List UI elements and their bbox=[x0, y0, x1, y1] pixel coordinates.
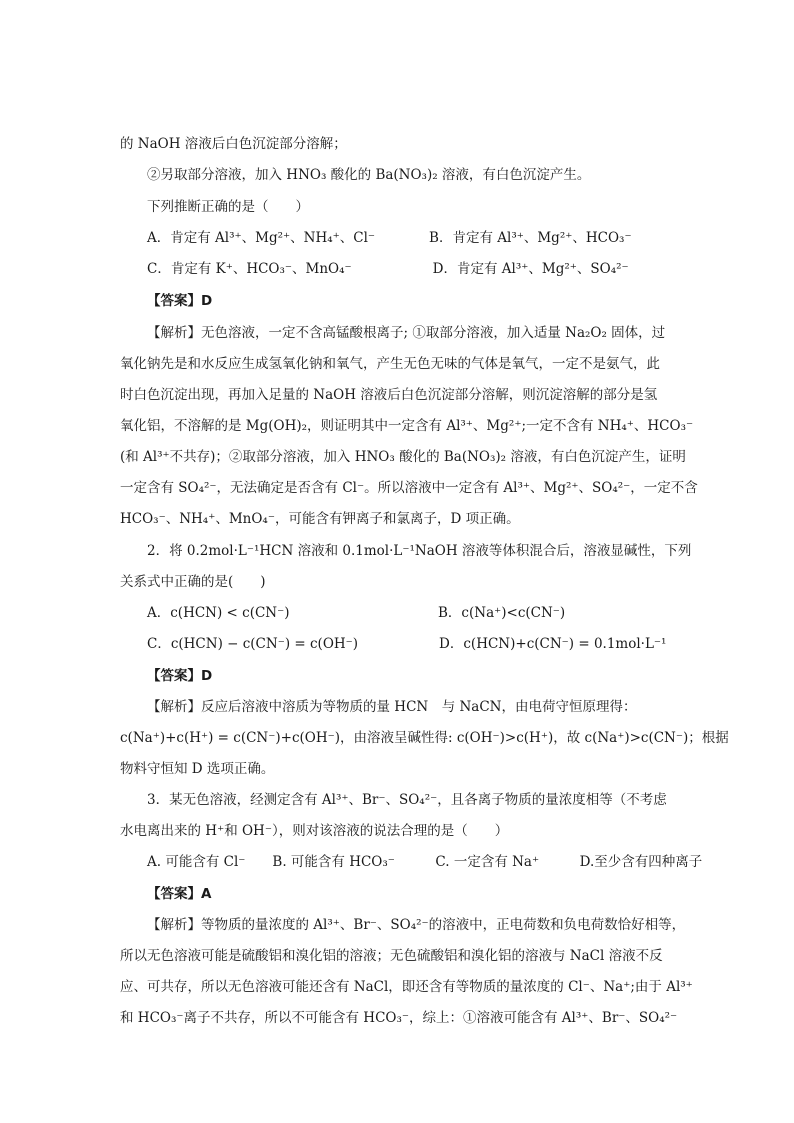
option-line: A. 可能含有 Cl⁻ B. 可能含有 HCO₃⁻ C. 一定含有 Na⁺ D.至少含有四种离子 bbox=[147, 854, 703, 870]
answer-label: 【答案】A bbox=[147, 886, 212, 902]
analysis-line: 【解析】等物质的量浓度的 Al³⁺、Br⁻、SO₄²⁻的溶液中，正电荷数和负电荷数恰好相等， bbox=[147, 917, 686, 933]
analysis-line: 【解析】反应后溶液中溶质为等物质的量 HCN 与 NaCN，由电荷守恒原理得： bbox=[147, 699, 637, 715]
text-line: ②另取部分溶液，加入 HNO₃ 酸化的 Ba(NO₃)₂ 溶液，有白色沉淀产生。 bbox=[147, 167, 591, 183]
analysis-line: 氧化铝，不溶解的是 Mg(OH)₂，则证明其中一定含有 Al³⁺、Mg²⁺;一定不含有 NH₄⁺、HCO₃⁻ bbox=[120, 418, 694, 434]
option-line: C．c(HCN) − c(CN⁻) = c(OH⁻) D．c(HCN)+c(CN⁻) = 0.1mol·L⁻¹ bbox=[147, 636, 667, 652]
text-line: 下列推断正确的是（ ） bbox=[147, 199, 309, 215]
analysis-line: 和 HCO₃⁻离子不共存，所以不可能含有 HCO₃⁻，综上：①溶液可能含有 Al³⁺、Br⁻、SO₄²⁻ bbox=[120, 1010, 678, 1026]
analysis-line: 氧化钠先是和水反应生成氢氧化钠和氧气，产生无色无味的气体是氧气，一定不是氨气，此 bbox=[120, 356, 660, 372]
question-line: 水电离出来的 H⁺和 OH⁻），则对该溶液的说法合理的是（ ） bbox=[120, 823, 509, 839]
analysis-line: 应、可共存，所以无色溶液可能还含有 NaCl，即还含有等物质的量浓度的 Cl⁻、Na⁺;由于 Al³⁺ bbox=[120, 979, 693, 995]
question-line: 2．将 0.2mol·L⁻¹HCN 溶液和 0.1mol·L⁻¹NaOH 溶液等体积混合后，溶液显碱性，下列 bbox=[147, 543, 692, 559]
text-line: 的 NaOH 溶液后白色沉淀部分溶解； bbox=[120, 136, 347, 152]
analysis-line: 物料守恒知 D 选项正确。 bbox=[120, 761, 275, 777]
option-line: C．肯定有 K⁺、HCO₃⁻、MnO₄⁻ D．肯定有 Al³⁺、Mg²⁺、SO₄²⁻ bbox=[147, 261, 629, 277]
analysis-line: 所以无色溶液可能是硫酸铝和溴化铝的溶液；无色硫酸铝和溴化铝的溶液与 NaCl 溶液不反 bbox=[120, 948, 663, 964]
analysis-line: 一定含有 SO₄²⁻，无法确定是否含有 Cl⁻。所以溶液中一定含有 Al³⁺、Mg²⁺、SO₄²⁻，一定不含 bbox=[120, 480, 698, 496]
analysis-line: c(Na⁺)+c(H⁺) = c(CN⁻)+c(OH⁻)，由溶液呈碱性得: c(OH⁻)>c(H⁺)，故 c(Na⁺)>c(CN⁻)；根据 bbox=[120, 730, 729, 746]
option-line: A．c(HCN) < c(CN⁻) B．c(Na⁺)<c(CN⁻) bbox=[147, 605, 566, 621]
question-line: 关系式中正确的是( ) bbox=[120, 574, 266, 590]
option-line: A．肯定有 Al³⁺、Mg²⁺、NH₄⁺、Cl⁻ B．肯定有 Al³⁺、Mg²⁺、HCO₃⁻ bbox=[147, 230, 632, 246]
analysis-line: HCO₃⁻、NH₄⁺、MnO₄⁻，可能含有钾离子和氯离子，D 项正确。 bbox=[120, 511, 520, 527]
question-line: 3．某无色溶液，经测定含有 Al³⁺、Br⁻、SO₄²⁻，且各离子物质的量浓度相等（不考虑 bbox=[147, 792, 667, 808]
answer-label: 【答案】D bbox=[147, 668, 213, 684]
answer-label: 【答案】D bbox=[147, 293, 213, 309]
analysis-line: 时白色沉淀出现，再加入足量的 NaOH 溶液后白色沉淀部分溶解，则沉淀溶解的部分是氢 bbox=[120, 387, 658, 403]
analysis-line: (和 Al³⁺不共存)；②取部分溶液，加入 HNO₃ 酸化的 Ba(NO₃)₂ 溶液，有白色沉淀产生，证明 bbox=[120, 449, 686, 465]
analysis-line: 【解析】无色溶液，一定不含高锰酸根离子; ①取部分溶液，加入适量 Na₂O₂ 固体，过 bbox=[147, 325, 666, 341]
